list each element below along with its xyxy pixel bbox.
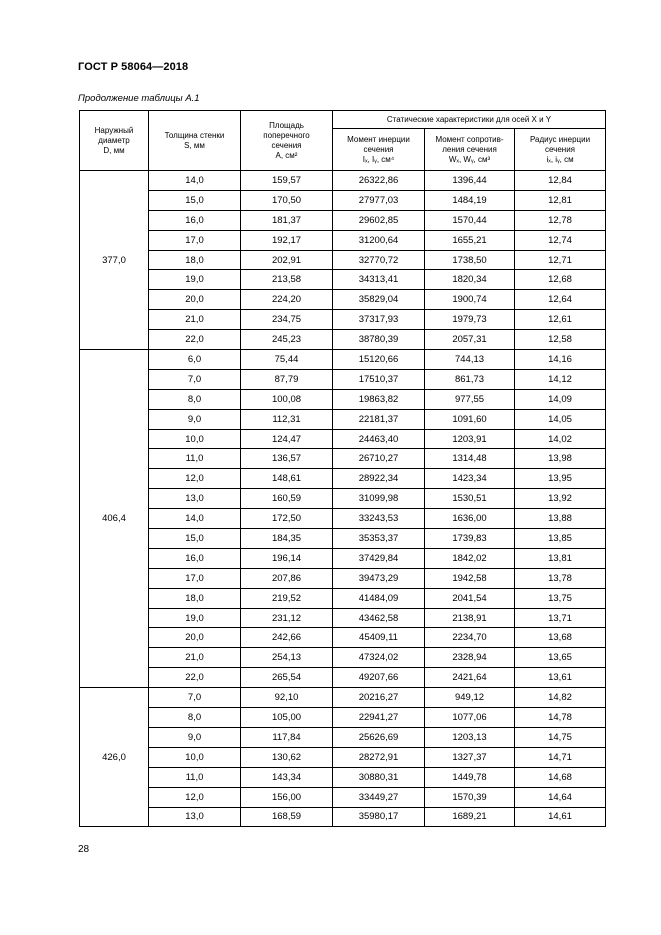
modulus-cell: 1203,13 <box>425 727 515 747</box>
modulus-cell: 1739,83 <box>425 529 515 549</box>
inertia-cell: 26322,86 <box>333 171 425 191</box>
modulus-cell: 1900,74 <box>425 290 515 310</box>
modulus-cell: 1842,02 <box>425 548 515 568</box>
area-cell: 242,66 <box>241 628 333 648</box>
radius-cell: 14,61 <box>515 807 606 827</box>
table-row <box>80 230 606 250</box>
thickness-cell: 12,0 <box>149 787 241 807</box>
area-cell: 92,10 <box>241 688 333 708</box>
thickness-cell: 9,0 <box>149 727 241 747</box>
col-header-modulus: Момент сопротив- ления сечения Wₓ, Wᵧ, см³ <box>425 129 515 171</box>
inertia-cell: 28922,34 <box>333 469 425 489</box>
table-row <box>80 568 606 588</box>
radius-cell: 13,98 <box>515 449 606 469</box>
radius-cell: 14,09 <box>515 389 606 409</box>
modulus-cell: 1570,44 <box>425 210 515 230</box>
table-row <box>80 668 606 688</box>
table-row <box>80 290 606 310</box>
section-properties-table <box>79 110 606 827</box>
inertia-cell: 35353,37 <box>333 529 425 549</box>
radius-cell: 14,78 <box>515 708 606 728</box>
radius-cell: 13,65 <box>515 648 606 668</box>
table-row <box>80 807 606 827</box>
radius-cell: 13,88 <box>515 509 606 529</box>
radius-cell: 13,75 <box>515 588 606 608</box>
radius-cell: 12,84 <box>515 171 606 191</box>
modulus-cell: 1979,73 <box>425 310 515 330</box>
radius-cell: 13,71 <box>515 608 606 628</box>
area-cell: 196,14 <box>241 548 333 568</box>
inertia-cell: 33449,27 <box>333 787 425 807</box>
thickness-cell: 7,0 <box>149 369 241 389</box>
table-row <box>80 708 606 728</box>
radius-cell: 14,64 <box>515 787 606 807</box>
area-cell: 112,31 <box>241 409 333 429</box>
area-cell: 245,23 <box>241 330 333 350</box>
thickness-cell: 21,0 <box>149 648 241 668</box>
table-head <box>80 111 606 171</box>
table-row <box>80 747 606 767</box>
modulus-cell: 1655,21 <box>425 230 515 250</box>
thickness-cell: 8,0 <box>149 708 241 728</box>
page-number: 28 <box>78 844 90 855</box>
inertia-cell: 41484,09 <box>333 588 425 608</box>
inertia-cell: 32770,72 <box>333 250 425 270</box>
area-cell: 130,62 <box>241 747 333 767</box>
radius-cell: 13,85 <box>515 529 606 549</box>
radius-cell: 12,58 <box>515 330 606 350</box>
table-row <box>80 608 606 628</box>
radius-cell: 14,16 <box>515 350 606 370</box>
thickness-cell: 15,0 <box>149 190 241 210</box>
modulus-cell: 1449,78 <box>425 767 515 787</box>
table-row <box>80 767 606 787</box>
thickness-cell: 12,0 <box>149 469 241 489</box>
table-row <box>80 529 606 549</box>
modulus-cell: 1077,06 <box>425 708 515 728</box>
area-cell: 192,17 <box>241 230 333 250</box>
thickness-cell: 10,0 <box>149 747 241 767</box>
table-row <box>80 727 606 747</box>
thickness-cell: 19,0 <box>149 270 241 290</box>
modulus-cell: 1636,00 <box>425 509 515 529</box>
col-header-static-group: Статические характеристики для осей X и Y <box>333 111 606 129</box>
area-cell: 265,54 <box>241 668 333 688</box>
table-row <box>80 270 606 290</box>
radius-cell: 12,68 <box>515 270 606 290</box>
thickness-cell: 13,0 <box>149 489 241 509</box>
inertia-cell: 22181,37 <box>333 409 425 429</box>
col-header-inertia: Момент инерции сечения Iₓ, Iᵧ, см⁴ <box>333 129 425 171</box>
thickness-cell: 22,0 <box>149 668 241 688</box>
modulus-cell: 1570,39 <box>425 787 515 807</box>
table-row <box>80 469 606 489</box>
area-cell: 234,75 <box>241 310 333 330</box>
table-row <box>80 489 606 509</box>
inertia-cell: 39473,29 <box>333 568 425 588</box>
inertia-cell: 49207,66 <box>333 668 425 688</box>
area-cell: 172,50 <box>241 509 333 529</box>
radius-cell: 13,61 <box>515 668 606 688</box>
inertia-cell: 33243,53 <box>333 509 425 529</box>
thickness-cell: 14,0 <box>149 509 241 529</box>
thickness-cell: 6,0 <box>149 350 241 370</box>
inertia-cell: 35829,04 <box>333 290 425 310</box>
inertia-cell: 31200,64 <box>333 230 425 250</box>
thickness-cell: 10,0 <box>149 429 241 449</box>
thickness-cell: 16,0 <box>149 210 241 230</box>
modulus-cell: 1484,19 <box>425 190 515 210</box>
area-cell: 184,35 <box>241 529 333 549</box>
inertia-cell: 22941,27 <box>333 708 425 728</box>
modulus-cell: 2041,54 <box>425 588 515 608</box>
thickness-cell: 22,0 <box>149 330 241 350</box>
thickness-cell: 11,0 <box>149 449 241 469</box>
thickness-cell: 18,0 <box>149 250 241 270</box>
col-header-outer-diameter: Наружный диаметр D, мм <box>80 111 149 171</box>
thickness-cell: 17,0 <box>149 230 241 250</box>
area-cell: 124,47 <box>241 429 333 449</box>
modulus-cell: 949,12 <box>425 688 515 708</box>
radius-cell: 14,75 <box>515 727 606 747</box>
table-row <box>80 548 606 568</box>
inertia-cell: 25626,69 <box>333 727 425 747</box>
col-header-radius: Радиус инерции сечения iₓ, iᵧ, см <box>515 129 606 171</box>
modulus-cell: 2234,70 <box>425 628 515 648</box>
radius-cell: 14,12 <box>515 369 606 389</box>
area-cell: 75,44 <box>241 350 333 370</box>
col-header-wall-thickness: Толщина стенки S, мм <box>149 111 241 171</box>
radius-cell: 14,05 <box>515 409 606 429</box>
area-cell: 87,79 <box>241 369 333 389</box>
area-cell: 181,37 <box>241 210 333 230</box>
inertia-cell: 24463,40 <box>333 429 425 449</box>
col-header-area: Площадь поперечного сечения A, см² <box>241 111 333 171</box>
modulus-cell: 2421,64 <box>425 668 515 688</box>
table-row <box>80 648 606 668</box>
modulus-cell: 2328,94 <box>425 648 515 668</box>
area-cell: 136,57 <box>241 449 333 469</box>
table-row <box>80 250 606 270</box>
area-cell: 231,12 <box>241 608 333 628</box>
table-row <box>80 449 606 469</box>
table-row <box>80 509 606 529</box>
thickness-cell: 14,0 <box>149 171 241 191</box>
inertia-cell: 34313,41 <box>333 270 425 290</box>
radius-cell: 14,68 <box>515 767 606 787</box>
thickness-cell: 8,0 <box>149 389 241 409</box>
thickness-cell: 7,0 <box>149 688 241 708</box>
area-cell: 156,00 <box>241 787 333 807</box>
thickness-cell: 15,0 <box>149 529 241 549</box>
table-row <box>80 310 606 330</box>
radius-cell: 14,82 <box>515 688 606 708</box>
inertia-cell: 27977,03 <box>333 190 425 210</box>
area-cell: 105,00 <box>241 708 333 728</box>
modulus-cell: 1820,34 <box>425 270 515 290</box>
area-cell: 159,57 <box>241 171 333 191</box>
modulus-cell: 1327,37 <box>425 747 515 767</box>
radius-cell: 14,71 <box>515 747 606 767</box>
modulus-cell: 1689,21 <box>425 807 515 827</box>
modulus-cell: 977,55 <box>425 389 515 409</box>
table-caption: Продолжение таблицы А.1 <box>78 93 200 104</box>
table-body <box>80 171 606 827</box>
area-cell: 219,52 <box>241 588 333 608</box>
inertia-cell: 43462,58 <box>333 608 425 628</box>
radius-cell: 12,78 <box>515 210 606 230</box>
modulus-cell: 1203,91 <box>425 429 515 449</box>
table-row <box>80 429 606 449</box>
area-cell: 202,91 <box>241 250 333 270</box>
radius-cell: 12,61 <box>515 310 606 330</box>
modulus-cell: 861,73 <box>425 369 515 389</box>
table-row <box>80 588 606 608</box>
modulus-cell: 1942,58 <box>425 568 515 588</box>
area-cell: 100,08 <box>241 389 333 409</box>
inertia-cell: 35980,17 <box>333 807 425 827</box>
thickness-cell: 18,0 <box>149 588 241 608</box>
thickness-cell: 20,0 <box>149 628 241 648</box>
table-row <box>80 210 606 230</box>
inertia-cell: 29602,85 <box>333 210 425 230</box>
thickness-cell: 16,0 <box>149 548 241 568</box>
radius-cell: 13,92 <box>515 489 606 509</box>
inertia-cell: 45409,11 <box>333 628 425 648</box>
table-row <box>80 330 606 350</box>
radius-cell: 12,81 <box>515 190 606 210</box>
table-row <box>80 350 606 370</box>
thickness-cell: 21,0 <box>149 310 241 330</box>
modulus-cell: 2138,91 <box>425 608 515 628</box>
modulus-cell: 1530,51 <box>425 489 515 509</box>
radius-cell: 13,68 <box>515 628 606 648</box>
inertia-cell: 19863,82 <box>333 389 425 409</box>
area-cell: 254,13 <box>241 648 333 668</box>
diameter-cell: 426,0 <box>80 688 149 827</box>
area-cell: 213,58 <box>241 270 333 290</box>
inertia-cell: 37429,84 <box>333 548 425 568</box>
area-cell: 143,34 <box>241 767 333 787</box>
area-cell: 148,61 <box>241 469 333 489</box>
area-cell: 207,86 <box>241 568 333 588</box>
thickness-cell: 11,0 <box>149 767 241 787</box>
radius-cell: 13,81 <box>515 548 606 568</box>
modulus-cell: 744,13 <box>425 350 515 370</box>
table-row <box>80 171 606 191</box>
radius-cell: 12,64 <box>515 290 606 310</box>
area-cell: 117,84 <box>241 727 333 747</box>
table-row <box>80 628 606 648</box>
table-row <box>80 787 606 807</box>
inertia-cell: 20216,27 <box>333 688 425 708</box>
modulus-cell: 1738,50 <box>425 250 515 270</box>
thickness-cell: 13,0 <box>149 807 241 827</box>
table-row <box>80 369 606 389</box>
table-row <box>80 389 606 409</box>
diameter-cell: 377,0 <box>80 171 149 350</box>
table-row <box>80 409 606 429</box>
modulus-cell: 1314,48 <box>425 449 515 469</box>
inertia-cell: 37317,93 <box>333 310 425 330</box>
diameter-cell: 406,4 <box>80 350 149 688</box>
inertia-cell: 38780,39 <box>333 330 425 350</box>
modulus-cell: 1423,34 <box>425 469 515 489</box>
inertia-cell: 26710,27 <box>333 449 425 469</box>
radius-cell: 14,02 <box>515 429 606 449</box>
inertia-cell: 17510,37 <box>333 369 425 389</box>
area-cell: 168,59 <box>241 807 333 827</box>
inertia-cell: 28272,91 <box>333 747 425 767</box>
thickness-cell: 9,0 <box>149 409 241 429</box>
area-cell: 160,59 <box>241 489 333 509</box>
table-row <box>80 190 606 210</box>
document-title: ГОСТ Р 58064—2018 <box>78 61 189 73</box>
modulus-cell: 1091,60 <box>425 409 515 429</box>
area-cell: 224,20 <box>241 290 333 310</box>
thickness-cell: 17,0 <box>149 568 241 588</box>
inertia-cell: 15120,66 <box>333 350 425 370</box>
modulus-cell: 2057,31 <box>425 330 515 350</box>
radius-cell: 13,78 <box>515 568 606 588</box>
inertia-cell: 47324,02 <box>333 648 425 668</box>
thickness-cell: 20,0 <box>149 290 241 310</box>
inertia-cell: 30880,31 <box>333 767 425 787</box>
modulus-cell: 1396,44 <box>425 171 515 191</box>
radius-cell: 12,71 <box>515 250 606 270</box>
thickness-cell: 19,0 <box>149 608 241 628</box>
area-cell: 170,50 <box>241 190 333 210</box>
table-row <box>80 688 606 708</box>
radius-cell: 12,74 <box>515 230 606 250</box>
radius-cell: 13,95 <box>515 469 606 489</box>
inertia-cell: 31099,98 <box>333 489 425 509</box>
